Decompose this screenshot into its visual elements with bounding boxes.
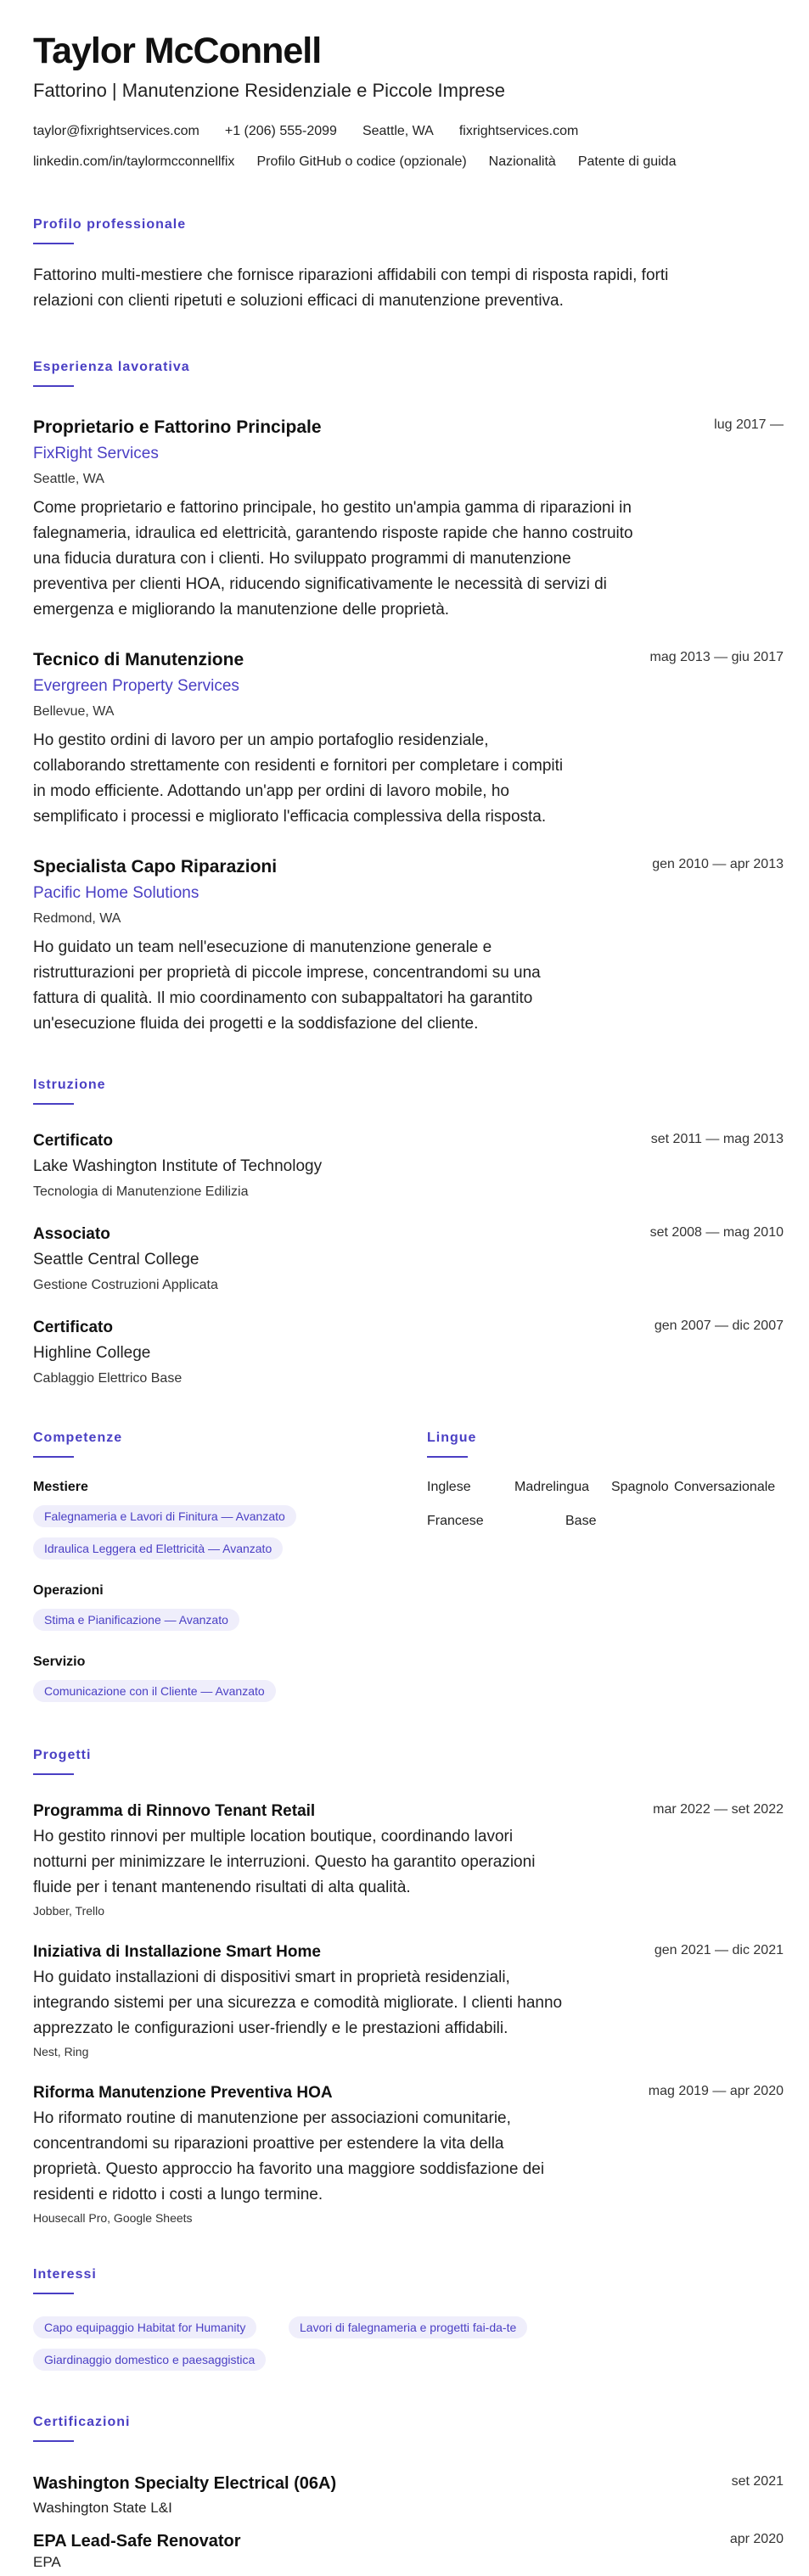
section-title-certifications: Certificazioni (33, 2415, 131, 2429)
experience-company: Pacific Home Solutions (33, 884, 199, 902)
experience-description-line: collaborando strettamente con residenti e fornitori per completare i compiti (33, 757, 564, 775)
experience-role: Specialista Capo Riparazioni (33, 857, 278, 876)
skill-category: Servizio (33, 1655, 86, 1669)
project-description-line: residenti e ridotto i costi a lungo termine. (33, 2186, 323, 2204)
project-description-line: fluide per i tenant mantenendo risultati di alta qualità. (33, 1879, 411, 1896)
skill-category: Mestiere (33, 1480, 88, 1494)
contact-location: Seattle, WA (362, 124, 434, 138)
project-name: Iniziativa di Installazione Smart Home (33, 1943, 321, 1961)
education-degree: Associato (33, 1225, 110, 1243)
project-description-line: integrando sistemi per una sicurezza e comodità migliorate. I clienti hanno (33, 1994, 563, 2012)
skill-category: Operazioni (33, 1583, 104, 1598)
language-name: Spagnolo (611, 1480, 669, 1494)
section-title-education: Istruzione (33, 1078, 106, 1092)
contact-github[interactable]: Profilo GitHub o codice (opzionale) (256, 154, 467, 169)
experience-location: Redmond, WA (33, 911, 121, 926)
project-tools: Nest, Ring (33, 2045, 89, 2058)
interest-pill: Capo equipaggio Habitat for Humanity (33, 2316, 256, 2338)
experience-description-line: un'esecuzione fluida dei progetti e la soddisfazione del cliente. (33, 1015, 479, 1033)
experience-description-line: Come proprietario e fattorino principale, ho gestito un'ampia gamma di riparazioni in (33, 499, 632, 517)
experience-date: lug 2017 — (714, 417, 784, 432)
certification-name: Washington Specialty Electrical (06A) (33, 2474, 337, 2493)
project-description-line: Ho gestito rinnovi per multiple location boutique, coordinando lavori (33, 1828, 514, 1845)
experience-description-line: ristrutturazioni per proprietà di piccole imprese, concentrandomi su una (33, 964, 541, 982)
education-school: Lake Washington Institute of Technology (33, 1157, 323, 1175)
section-rule (33, 1773, 74, 1775)
project-description-line: notturni per minimizzare le interruzioni. Questo ha garantito operazioni (33, 1853, 536, 1871)
contact-driving-license: Patente di guida (577, 154, 677, 169)
education-field: Gestione Costruzioni Applicata (33, 1278, 218, 1292)
experience-description-line: fattura di qualità. Il mio coordinamento con subappaltatori ha garantito (33, 989, 533, 1007)
contact-linkedin[interactable]: linkedin.com/in/taylormcconnellfix (33, 154, 235, 169)
section-rule (427, 1456, 468, 1458)
certification-issuer: Washington State L&I (33, 2500, 172, 2516)
project-name: Programma di Rinnovo Tenant Retail (33, 1802, 316, 1820)
education-degree: Certificato (33, 1319, 113, 1336)
education-date: gen 2007 — dic 2007 (654, 1319, 784, 1333)
experience-location: Bellevue, WA (33, 704, 115, 719)
experience-company: FixRight Services (33, 445, 159, 462)
education-degree: Certificato (33, 1132, 113, 1150)
experience-description-line: semplificato i processi e migliorato l'efficacia complessiva della risposta. (33, 808, 547, 826)
education-date: set 2011 — mag 2013 (650, 1132, 784, 1146)
certification-issuer: EPA (33, 2554, 61, 2570)
contact-email[interactable]: taylor@fixrightservices.com (33, 124, 199, 138)
experience-description-line: preventiva per clienti HOA, riducendo significativamente le necessità di servizi di (33, 575, 607, 593)
language-level: Base (565, 1514, 597, 1528)
education-date: set 2008 — mag 2010 (649, 1225, 784, 1240)
section-title-skills: Competenze (33, 1431, 123, 1445)
candidate-headline: Fattorino | Manutenzione Residenziale e Piccole Imprese (33, 80, 506, 101)
interest-pill: Lavori di falegnameria e progetti fai-da-te (289, 2316, 527, 2338)
project-description-line: apprezzato le configurazioni user-friendly e le prestazioni affidabili. (33, 2019, 508, 2037)
experience-date: gen 2010 — apr 2013 (652, 857, 784, 871)
contact-website[interactable]: fixrightservices.com (458, 124, 579, 138)
education-school: Highline College (33, 1344, 151, 1362)
profile-summary-line: Fattorino multi-mestiere che fornisce riparazioni affidabili con tempi di risposta rapidi, forti (33, 266, 669, 284)
project-name: Riforma Manutenzione Preventiva HOA (33, 2084, 333, 2102)
skill-pill: Stima e Pianificazione — Avanzato (33, 1609, 239, 1631)
skill-pill: Comunicazione con il Cliente — Avanzato (33, 1680, 276, 1702)
section-title-experience: Esperienza lavorativa (33, 360, 190, 374)
section-rule (33, 1103, 74, 1105)
skill-pill: Falegnameria e Lavori di Finitura — Avanzato (33, 1505, 296, 1527)
experience-description-line: Ho guidato un team nell'esecuzione di manutenzione generale e (33, 938, 492, 956)
experience-description-line: in modo efficiente. Adottando un'app per ordini di lavoro mobile, ho (33, 782, 509, 800)
project-tools: Jobber, Trello (33, 1904, 105, 1918)
experience-description-line: Ho gestito ordini di lavoro per un ampio portafoglio residenziale, (33, 731, 489, 749)
section-rule (33, 2293, 74, 2294)
section-rule (33, 1456, 74, 1458)
certification-name: EPA Lead-Safe Renovator (33, 2532, 241, 2551)
project-date: mar 2022 — set 2022 (653, 1802, 784, 1817)
certification-date: set 2021 (731, 2474, 784, 2489)
language-level: Conversazionale (674, 1480, 776, 1494)
experience-description-line: una fiducia duratura con i clienti. Ho sviluppato programmi di manutenzione (33, 550, 571, 568)
experience-role: Proprietario e Fattorino Principale (33, 417, 322, 437)
contact-row-secondary (33, 154, 698, 170)
education-field: Cablaggio Elettrico Base (33, 1371, 183, 1386)
candidate-name: Taylor McConnell (33, 31, 322, 71)
section-title-interests: Interessi (33, 2267, 97, 2282)
section-rule (33, 243, 74, 244)
contact-phone[interactable]: +1 (206) 555-2099 (224, 124, 337, 138)
section-title-languages: Lingue (427, 1431, 477, 1445)
section-title-projects: Progetti (33, 1748, 92, 1762)
project-description-line: concentrandomi su riparazioni proattive per estendere la vita della (33, 2135, 504, 2153)
section-rule (33, 2440, 74, 2442)
project-tools: Housecall Pro, Google Sheets (33, 2211, 193, 2225)
section-title-profile: Profilo professionale (33, 217, 187, 232)
project-description-line: Ho riformato routine di manutenzione per associazioni comunitarie, (33, 2109, 511, 2127)
experience-role: Tecnico di Manutenzione (33, 650, 244, 669)
section-rule (33, 385, 74, 387)
experience-description-line: emergenza e migliorando la manutenzione delle proprietà. (33, 601, 450, 619)
project-date: mag 2019 — apr 2020 (648, 2084, 784, 2098)
experience-company: Evergreen Property Services (33, 677, 239, 695)
skill-pill: Idraulica Leggera ed Elettricità — Avanzato (33, 1537, 283, 1560)
experience-location: Seattle, WA (33, 472, 104, 486)
certification-date: apr 2020 (729, 2532, 784, 2546)
language-name: Inglese (427, 1480, 471, 1494)
interest-pill: Giardinaggio domestico e paesaggistica (33, 2349, 266, 2371)
experience-date: mag 2013 — giu 2017 (649, 650, 784, 664)
education-field: Tecnologia di Manutenzione Edilizia (33, 1184, 249, 1199)
language-level: Madrelingua (514, 1480, 590, 1494)
project-description-line: Ho guidato installazioni di dispositivi smart in proprietà residenziali, (33, 1968, 510, 1986)
project-date: gen 2021 — dic 2021 (654, 1943, 784, 1957)
education-school: Seattle Central College (33, 1251, 199, 1268)
project-description-line: proprietà. Questo approccio ha favorito una maggiore soddisfazione dei (33, 2160, 545, 2178)
experience-description-line: falegnameria, idraulica ed elettricità, garantendo risposte rapide che hanno costruito (33, 524, 633, 542)
language-name: Francese (427, 1514, 484, 1528)
contact-row-primary (33, 124, 604, 139)
profile-summary-line: relazioni con clienti ripetuti e soluzioni efficaci di manutenzione preventiva. (33, 292, 564, 310)
contact-nationality: Nazionalità (488, 154, 556, 169)
